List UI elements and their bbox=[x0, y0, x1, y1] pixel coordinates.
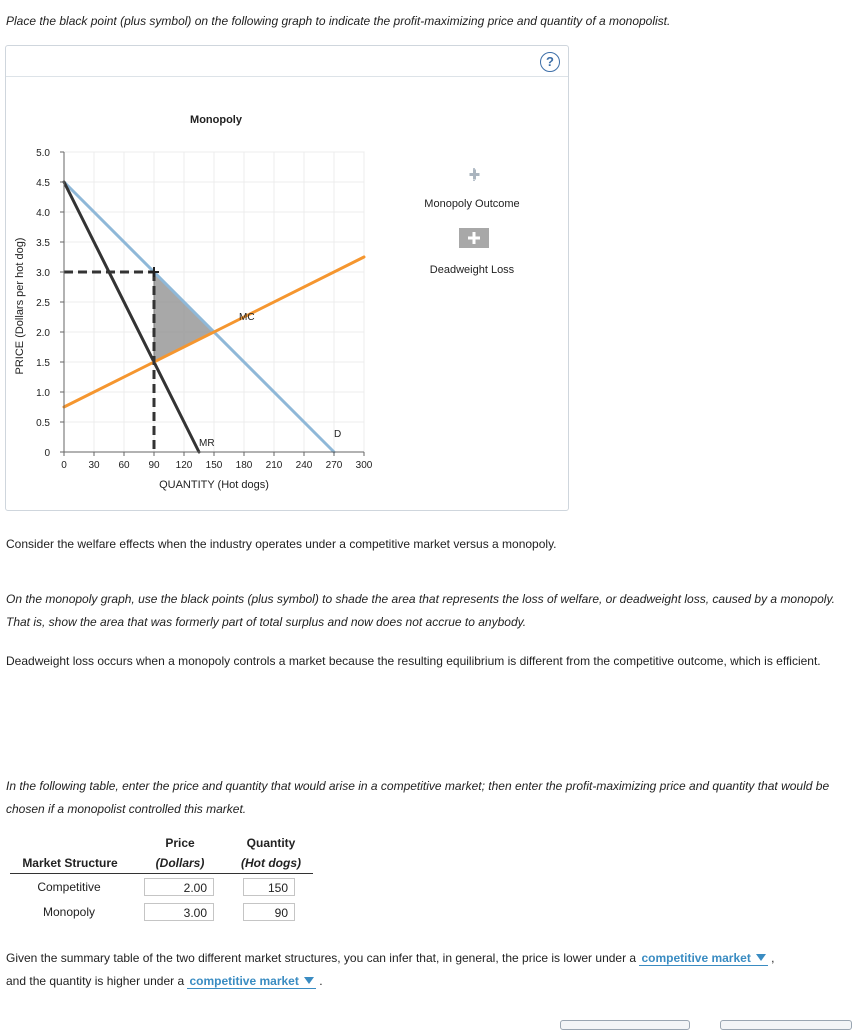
dropdown-arrow-icon bbox=[304, 977, 314, 984]
y-tick-label: 4.0 bbox=[36, 208, 50, 219]
series-label-mr: MR bbox=[199, 438, 215, 449]
next-button[interactable] bbox=[720, 1020, 852, 1030]
x-tick-label: 0 bbox=[61, 460, 67, 471]
monopoly-outcome-label: Monopoly Outcome bbox=[424, 198, 520, 210]
chart-title: Monopoly bbox=[190, 114, 242, 126]
monopoly-chart[interactable] bbox=[6, 46, 568, 510]
price-unit-header: (Dollars) bbox=[155, 856, 205, 870]
series-label-d: D bbox=[334, 429, 342, 440]
price-lower-dropdown[interactable]: competitive market bbox=[639, 951, 767, 966]
x-tick-label: 120 bbox=[175, 460, 193, 471]
deadweight-loss-tool[interactable] bbox=[459, 228, 489, 248]
quantity-unit-header: (Hot dogs) bbox=[241, 856, 301, 870]
x-tick-label: 300 bbox=[355, 460, 373, 471]
dropdown-arrow-icon bbox=[756, 954, 766, 961]
x-tick-label: 30 bbox=[88, 460, 100, 471]
quantity-higher-dropdown[interactable]: competitive market bbox=[187, 974, 315, 989]
question-instruction: Place the black point (plus symbol) on the following graph to indicate the profit-maximizing price and quantity of a monopolist. bbox=[6, 14, 671, 28]
series-line-d bbox=[64, 182, 334, 452]
x-tick-label: 180 bbox=[235, 460, 253, 471]
monopoly-quantity-input[interactable]: 90 bbox=[243, 903, 295, 921]
y-tick-label: 0.5 bbox=[36, 418, 50, 429]
y-tick-label: 2.0 bbox=[36, 328, 50, 339]
y-tick-label: 1.5 bbox=[36, 358, 50, 369]
y-tick-label: 0 bbox=[44, 448, 50, 459]
y-tick-label: 3.5 bbox=[36, 238, 50, 249]
help-icon[interactable]: ? bbox=[540, 52, 560, 72]
x-tick-label: 270 bbox=[325, 460, 343, 471]
shade-instruction: On the monopoly graph, use the black points (plus symbol) to shade the area that represents the loss of welfare, or deadweight loss, caused by a monopoly. That is, show the area that was formerly part of total surplus and now does not accrue to anybody. bbox=[6, 592, 835, 629]
plus-icon bbox=[470, 168, 480, 181]
x-tick-label: 210 bbox=[265, 460, 283, 471]
x-tick-label: 240 bbox=[295, 460, 313, 471]
welfare-text: Consider the welfare effects when the industry operates under a competitive market versus a monopoly. bbox=[6, 537, 557, 551]
grade-button[interactable] bbox=[560, 1020, 690, 1030]
graph-panel bbox=[5, 45, 569, 511]
table-instruction: In the following table, enter the price and quantity that would arise in a competitive market; then enter the profit-maximizing price and quantity that would be chosen if a monopolist controlled this market. bbox=[6, 779, 830, 816]
y-tick-label: 2.5 bbox=[36, 298, 50, 309]
series-label-mc: MC bbox=[239, 312, 255, 323]
row-label-monopoly: Monopoly bbox=[42, 905, 96, 919]
x-tick-label: 90 bbox=[148, 460, 160, 471]
row-label-competitive: Competitive bbox=[37, 880, 101, 894]
market-structure-header: Market Structure bbox=[22, 856, 118, 870]
header-divider bbox=[10, 873, 313, 874]
y-tick-label: 5.0 bbox=[36, 148, 50, 159]
monopoly-price-input[interactable]: 3.00 bbox=[144, 903, 214, 921]
competitive-price-input[interactable]: 2.00 bbox=[144, 878, 214, 896]
competitive-quantity-input[interactable]: 150 bbox=[243, 878, 295, 896]
x-tick-label: 150 bbox=[205, 460, 223, 471]
y-tick-label: 3.0 bbox=[36, 268, 50, 279]
quantity-header: Quantity bbox=[246, 836, 296, 850]
summary-question: Given the summary table of the two different market structures, you can infer that, in general, the price is lower under a competitive market , and the quantity is higher under a competitive market . bbox=[6, 951, 775, 988]
deadweight-loss-text: Deadweight loss occurs when a monopoly controls a market because the resulting equilibrium is different from the competitive outcome, which is efficient. bbox=[6, 654, 821, 668]
monopoly-outcome-tool[interactable] bbox=[470, 168, 480, 181]
y-axis-label: PRICE (Dollars per hot dog) bbox=[14, 237, 26, 375]
x-tick-label: 60 bbox=[118, 460, 130, 471]
x-axis-label: QUANTITY (Hot dogs) bbox=[159, 479, 269, 491]
y-tick-label: 1.0 bbox=[36, 388, 50, 399]
y-tick-label: 4.5 bbox=[36, 178, 50, 189]
price-header: Price bbox=[165, 836, 195, 850]
deadweight-loss-label: Deadweight Loss bbox=[429, 264, 515, 276]
